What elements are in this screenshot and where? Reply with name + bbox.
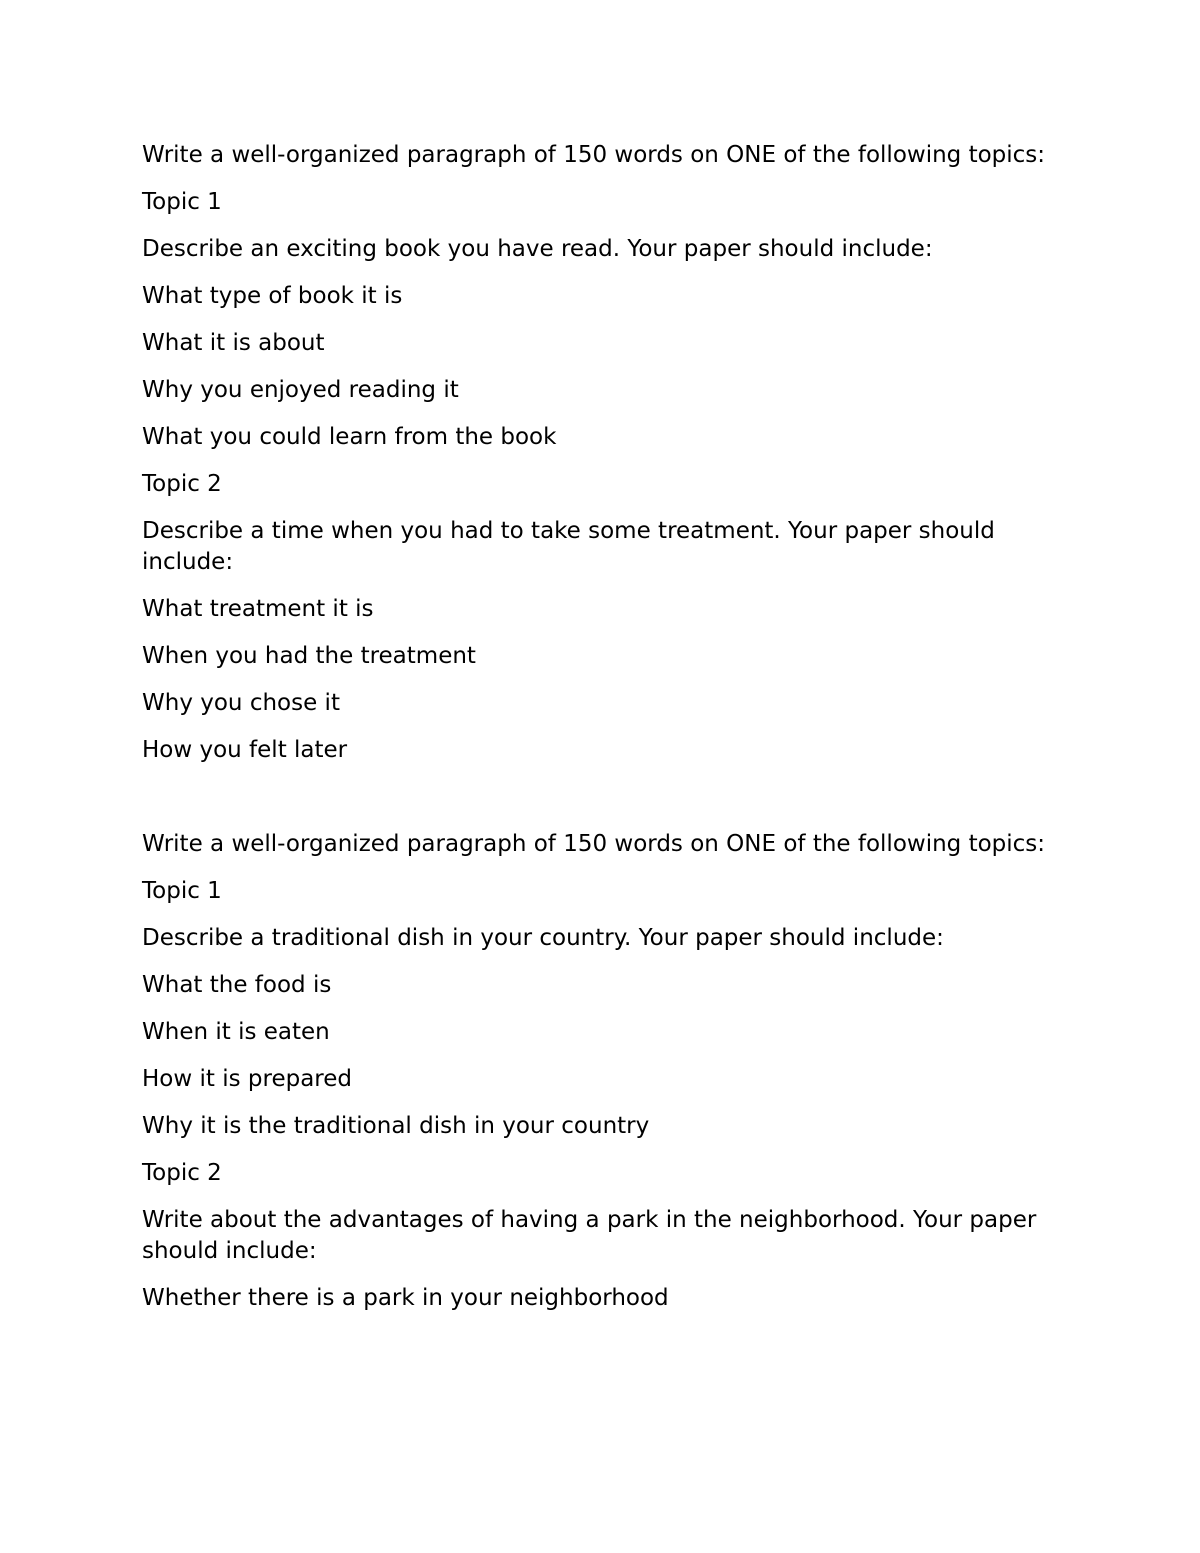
topic-point: Why you chose it <box>142 690 340 716</box>
topic-point: How you felt later <box>142 737 348 763</box>
topic-label: Topic 1 <box>142 878 222 904</box>
assignment-section-2 <box>142 829 1072 1314</box>
section-spacer <box>142 782 1072 829</box>
document-content <box>142 140 1072 1330</box>
topic-point: How it is prepared <box>142 1066 352 1092</box>
topic-prompt: Describe an exciting book you have read. Your paper should include: <box>142 236 933 262</box>
topic-label: Topic 2 <box>142 1160 222 1186</box>
topic-prompt: Describe a time when you had to take some treatment. Your paper should include: <box>142 518 995 575</box>
topic-point: What you could learn from the book <box>142 424 557 450</box>
topic-point: When it is eaten <box>142 1019 330 1045</box>
topic-point: What the food is <box>142 972 332 998</box>
assignment-section-1 <box>142 140 1072 766</box>
topic-prompt: Describe a traditional dish in your country. Your paper should include: <box>142 925 944 951</box>
topic-label: Topic 1 <box>142 189 222 215</box>
topic-point: What type of book it is <box>142 283 403 309</box>
section-intro: Write a well-organized paragraph of 150 words on ONE of the following topics: <box>142 831 1046 857</box>
section-intro: Write a well-organized paragraph of 150 words on ONE of the following topics: <box>142 142 1046 168</box>
topic-label: Topic 2 <box>142 471 222 497</box>
topic-prompt: Write about the advantages of having a park in the neighborhood. Your paper should include: <box>142 1207 1037 1264</box>
topic-point: What it is about <box>142 330 325 356</box>
topic-point: Why you enjoyed reading it <box>142 377 459 403</box>
topic-point: When you had the treatment <box>142 643 476 669</box>
topic-point: Whether there is a park in your neighborhood <box>142 1285 669 1311</box>
topic-point: What treatment it is <box>142 596 374 622</box>
topic-point: Why it is the traditional dish in your country <box>142 1113 650 1139</box>
